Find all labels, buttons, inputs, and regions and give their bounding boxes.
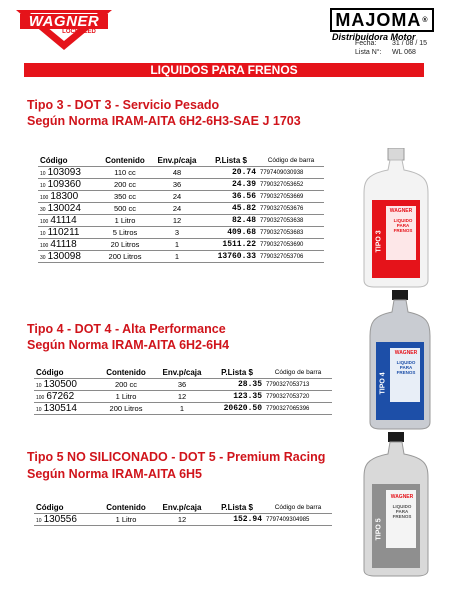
cell-barra: 7790327053652 bbox=[258, 179, 324, 191]
cell-env: 1 bbox=[154, 403, 210, 415]
code-prefix: 10 bbox=[40, 231, 46, 237]
code-number: 67262 bbox=[46, 391, 75, 402]
cell-env: 36 bbox=[154, 379, 210, 391]
wagner-logo bbox=[14, 8, 114, 52]
cell-barra: 7790327053690 bbox=[258, 239, 324, 251]
code-number: 130500 bbox=[43, 379, 77, 390]
cell-env: 12 bbox=[150, 215, 204, 227]
bottle-tipo4-image bbox=[362, 290, 438, 430]
section-3-heading: Tipo 5 NO SILICONADO - DOT 5 - Premium Racing bbox=[27, 450, 326, 464]
cell-precio: 13760.33 bbox=[204, 251, 258, 263]
col-barra: Código de barra bbox=[264, 367, 332, 379]
cell-precio: 20620.50 bbox=[210, 403, 264, 415]
cell-precio: 123.35 bbox=[210, 391, 264, 403]
section-2-norm: Según Norma IRAM-AITA 6H2-6H4 bbox=[27, 338, 230, 352]
section-1-norm: Según Norma IRAM-AITA 6H2-6H3-SAE J 1703 bbox=[27, 114, 301, 128]
cell-codigo bbox=[34, 403, 98, 415]
cell-contenido: 200 Litros bbox=[100, 251, 150, 263]
cell-codigo bbox=[34, 379, 98, 391]
cell-barra: 7790327053669 bbox=[258, 191, 324, 203]
table-row bbox=[38, 167, 324, 179]
cell-codigo bbox=[38, 191, 100, 203]
cell-barra: 7790327053720 bbox=[264, 391, 332, 403]
code-prefix: 100 bbox=[40, 195, 49, 201]
bottle-tipo5-label: LIQUIDO PARA FRENOS bbox=[392, 504, 412, 519]
section-1-heading: Tipo 3 - DOT 3 - Servicio Pesado bbox=[27, 98, 220, 112]
cell-codigo bbox=[38, 167, 100, 179]
code-prefix: 10 bbox=[36, 518, 42, 524]
col-env: Env.p/caja bbox=[154, 502, 210, 514]
col-barra: Código de barra bbox=[258, 155, 324, 167]
fecha-value: 31 / 08 / 15 bbox=[392, 40, 428, 47]
cell-barra: 7790327053676 bbox=[258, 203, 324, 215]
cell-precio: 45.82 bbox=[204, 203, 258, 215]
cell-contenido: 200 cc bbox=[100, 179, 150, 191]
table-row bbox=[38, 251, 324, 263]
cell-barra: 7797409304985 bbox=[264, 514, 332, 526]
col-codigo: Código bbox=[34, 367, 98, 379]
cell-contenido: 350 cc bbox=[100, 191, 150, 203]
cell-precio: 152.94 bbox=[210, 514, 264, 526]
cell-precio: 1511.22 bbox=[204, 239, 258, 251]
bottle-tipo5-image bbox=[356, 432, 436, 577]
table-row bbox=[34, 391, 332, 403]
code-prefix: 100 bbox=[40, 243, 49, 249]
product-table-tipo4 bbox=[34, 367, 332, 415]
code-number: 103093 bbox=[47, 167, 81, 178]
code-prefix: 30 bbox=[40, 207, 46, 213]
cell-barra: 7797409030938 bbox=[258, 167, 324, 179]
lista-label: Lista N°: bbox=[355, 49, 382, 56]
cell-codigo bbox=[38, 215, 100, 227]
code-number: 130098 bbox=[47, 251, 81, 262]
product-table-tipo5 bbox=[34, 502, 332, 526]
bottle-tipo4-brand: WAGNER bbox=[394, 350, 418, 356]
cell-contenido: 5 Litros bbox=[100, 227, 150, 239]
table-row bbox=[38, 239, 324, 251]
bottle-tipo4-label: LIQUIDO PARA FRENOS bbox=[396, 360, 416, 375]
cell-precio: 409.68 bbox=[204, 227, 258, 239]
section-2-heading: Tipo 4 - DOT 4 - Alta Performance bbox=[27, 322, 226, 336]
wagner-sub-text: LOCKHEED bbox=[62, 29, 96, 35]
cell-contenido: 1 Litro bbox=[98, 514, 154, 526]
fecha-label: Fecha: bbox=[355, 40, 377, 47]
code-number: 110211 bbox=[47, 227, 80, 238]
majoma-brand-text: MAJOMA bbox=[335, 9, 422, 30]
col-codigo: Código bbox=[38, 155, 100, 167]
cell-contenido: 500 cc bbox=[100, 203, 150, 215]
cell-barra: 7790327053638 bbox=[258, 215, 324, 227]
majoma-sub-text: Distribuidora Motor bbox=[332, 32, 416, 42]
cell-precio: 24.39 bbox=[204, 179, 258, 191]
col-contenido: Contenido bbox=[98, 502, 154, 514]
cell-contenido: 110 cc bbox=[100, 167, 150, 179]
col-precio: P.Lista $ bbox=[204, 155, 258, 167]
cell-barra: 7790327053713 bbox=[264, 379, 332, 391]
cell-contenido: 1 Litro bbox=[100, 215, 150, 227]
code-number: 41118 bbox=[50, 239, 77, 250]
code-prefix: 10 bbox=[36, 383, 42, 389]
cell-codigo bbox=[34, 514, 98, 526]
cell-precio: 36.56 bbox=[204, 191, 258, 203]
col-codigo: Código bbox=[34, 502, 98, 514]
cell-env: 1 bbox=[150, 239, 204, 251]
section-3-norm: Según Norma IRAM-AITA 6H5 bbox=[27, 467, 203, 481]
table-row bbox=[38, 191, 324, 203]
code-prefix: 10 bbox=[40, 183, 46, 189]
cell-codigo bbox=[38, 227, 100, 239]
lista-value: WL 068 bbox=[392, 49, 416, 56]
code-prefix: 10 bbox=[36, 407, 42, 413]
cell-barra: 7790327053706 bbox=[258, 251, 324, 263]
col-precio: P.Lista $ bbox=[210, 367, 264, 379]
code-number: 18300 bbox=[50, 191, 79, 202]
table-row bbox=[34, 403, 332, 415]
col-contenido: Contenido bbox=[100, 155, 150, 167]
code-prefix: 10 bbox=[40, 171, 46, 177]
cell-env: 48 bbox=[150, 167, 204, 179]
cell-contenido: 20 Litros bbox=[100, 239, 150, 251]
code-number: 130024 bbox=[47, 203, 81, 214]
wagner-brand-text: WAGNER bbox=[28, 13, 100, 30]
bottle-tipo3-label: LIQUIDO PARA FRENOS bbox=[393, 218, 413, 233]
col-barra: Código de barra bbox=[264, 502, 332, 514]
majoma-logo: MAJOMA ® Distribuidora Motor bbox=[330, 8, 434, 44]
cell-codigo bbox=[34, 391, 98, 403]
cell-contenido: 1 Litro bbox=[98, 391, 154, 403]
cell-contenido: 200 Litros bbox=[98, 403, 154, 415]
table-row bbox=[34, 379, 332, 391]
cell-barra: 7790327053683 bbox=[258, 227, 324, 239]
col-contenido: Contenido bbox=[98, 367, 154, 379]
table-row bbox=[34, 514, 332, 526]
cell-env: 24 bbox=[150, 191, 204, 203]
cell-env: 24 bbox=[150, 203, 204, 215]
cell-env: 12 bbox=[154, 391, 210, 403]
product-table-tipo3 bbox=[38, 155, 324, 263]
bottle-tipo4-type: TIPO 4 bbox=[379, 372, 387, 395]
cell-precio: 82.48 bbox=[204, 215, 258, 227]
cell-codigo bbox=[38, 179, 100, 191]
code-number: 130514 bbox=[43, 403, 77, 414]
cell-barra: 7790327065396 bbox=[264, 403, 332, 415]
cell-codigo bbox=[38, 203, 100, 215]
cell-codigo bbox=[38, 239, 100, 251]
table-row bbox=[38, 227, 324, 239]
code-prefix: 100 bbox=[40, 219, 49, 225]
cell-env: 12 bbox=[154, 514, 210, 526]
code-number: 130556 bbox=[43, 514, 77, 525]
col-env: Env.p/caja bbox=[150, 155, 204, 167]
cell-codigo bbox=[38, 251, 100, 263]
table-row bbox=[38, 215, 324, 227]
bottle-tipo5-type: TIPO 5 bbox=[375, 518, 383, 541]
bottle-tipo3-image bbox=[356, 148, 436, 288]
code-prefix: 30 bbox=[40, 255, 46, 261]
code-number: 41114 bbox=[50, 215, 77, 226]
code-number: 109360 bbox=[47, 179, 81, 190]
cell-env: 36 bbox=[150, 179, 204, 191]
code-prefix: 100 bbox=[36, 395, 45, 401]
cell-precio: 20.74 bbox=[204, 167, 258, 179]
cell-env: 3 bbox=[150, 227, 204, 239]
cell-env: 1 bbox=[150, 251, 204, 263]
bottle-tipo3-type: TIPO 3 bbox=[375, 230, 383, 253]
cell-contenido: 200 cc bbox=[98, 379, 154, 391]
page-title: LIQUIDOS PARA FRENOS bbox=[24, 63, 424, 77]
bottle-tipo3-brand: WAGNER bbox=[389, 208, 413, 214]
table-row bbox=[38, 203, 324, 215]
col-precio: P.Lista $ bbox=[210, 502, 264, 514]
table-row bbox=[38, 179, 324, 191]
bottle-tipo5-brand: WAGNER bbox=[390, 494, 414, 500]
cell-precio: 28.35 bbox=[210, 379, 264, 391]
col-env: Env.p/caja bbox=[154, 367, 210, 379]
